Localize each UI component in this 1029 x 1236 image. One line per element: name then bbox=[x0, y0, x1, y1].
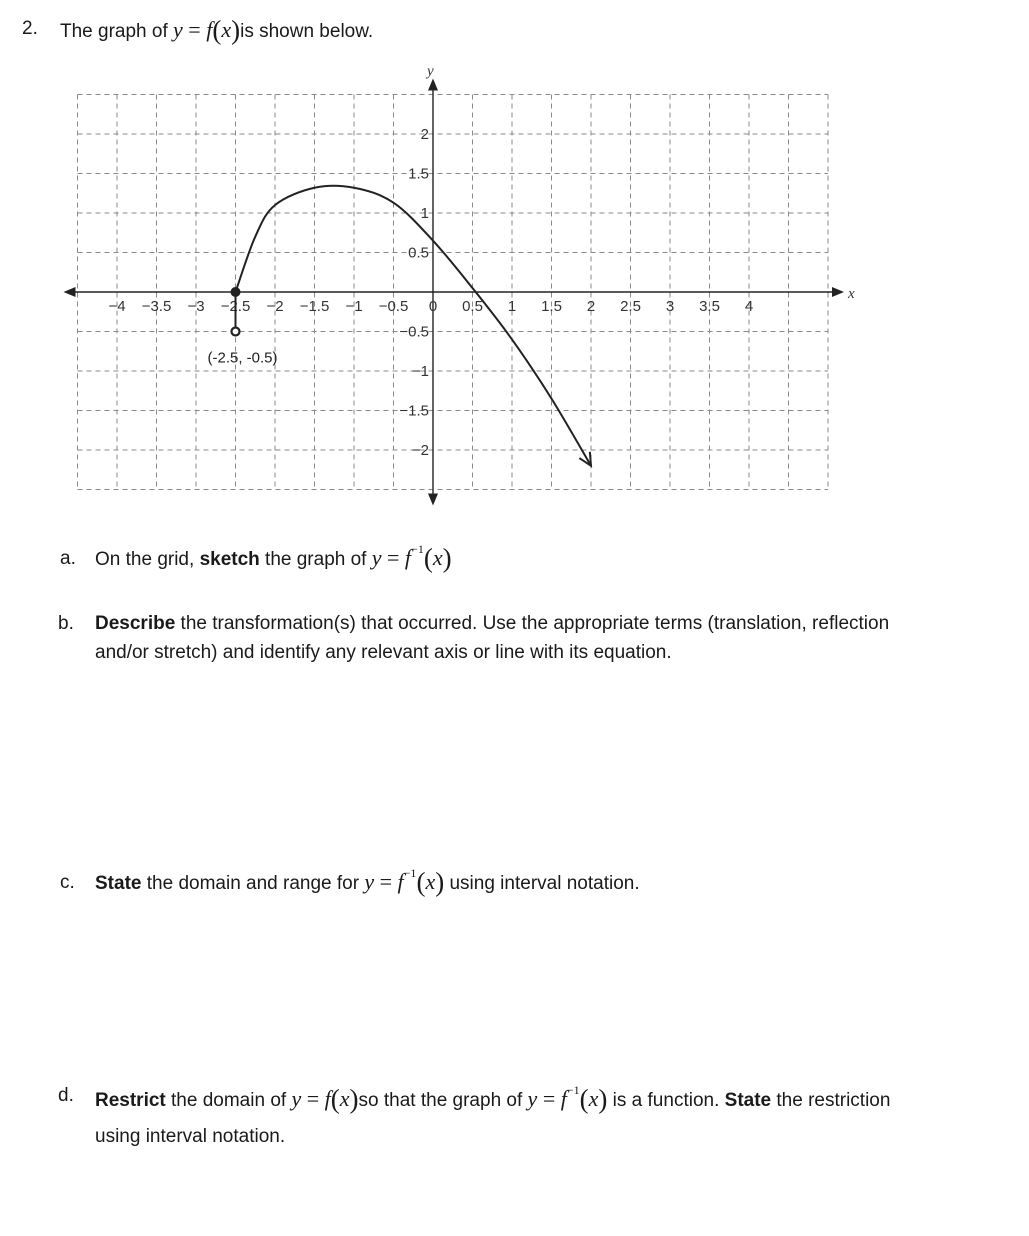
x-tick-label: 0 bbox=[428, 298, 438, 315]
part-a-label: a. bbox=[60, 548, 76, 569]
x-tick-label: −1.5 bbox=[299, 298, 330, 315]
x-tick-label: −1 bbox=[345, 298, 363, 315]
y-tick-label: 0.5 bbox=[408, 244, 429, 262]
part-c-equation: $y = f^{-1}(x)$ bbox=[364, 866, 445, 897]
x-tick-label: 0.5 bbox=[462, 298, 483, 315]
y-tick-label: −2 bbox=[411, 442, 429, 459]
x-tick-label: −2.5 bbox=[220, 298, 251, 315]
x-tick-label: −4 bbox=[108, 298, 126, 315]
part-c-label: c. bbox=[60, 872, 75, 893]
open-point bbox=[232, 328, 240, 336]
y-axis-up-arrow bbox=[428, 79, 438, 91]
part-d-text: Restrict the domain of y = f(x)so that the graph of $y = f^{-1}(x)$ is a function. State the restriction using interval notation. bbox=[95, 1083, 891, 1147]
part-b-text: Describe the transformation(s) that occurred. Use the appropriate terms (translation, reflection and/or stretch) and identify any relevant axis or line with its equation. bbox=[95, 613, 890, 663]
x-tick-label: −3.5 bbox=[141, 298, 172, 315]
y-tick-label: 2 bbox=[420, 126, 429, 143]
intro-text-after: is shown below. bbox=[240, 21, 374, 42]
x-tick-label: 3 bbox=[665, 298, 675, 315]
y-tick-label: 1.5 bbox=[408, 165, 429, 183]
y-tick-label: 1 bbox=[420, 205, 429, 222]
intro-text-before: The graph of bbox=[60, 21, 168, 42]
part-c-text: State the domain and range for $y = f^{-1}(x)$ using interval notation. bbox=[95, 866, 640, 897]
question-number: 2. bbox=[22, 18, 38, 39]
x-tick-label: 1 bbox=[507, 298, 517, 315]
x-axis-left-arrow bbox=[64, 287, 76, 297]
open-point-annotation: (-2.5, -0.5) bbox=[207, 349, 278, 367]
part-d-equation-1: y = f(x) bbox=[291, 1084, 359, 1114]
x-axis-right-arrow bbox=[832, 287, 844, 297]
x-tick-label: 1.5 bbox=[541, 298, 562, 315]
y-tick-label: −1 bbox=[411, 363, 429, 380]
x-tick-label: 4 bbox=[744, 298, 754, 315]
intro-equation: y = f(x) bbox=[173, 15, 241, 45]
function-graph[interactable] bbox=[0, 0, 1029, 520]
x-tick-labels bbox=[108, 298, 753, 315]
x-axis-label: x bbox=[848, 286, 855, 302]
part-d-equation-2: $y = f^{-1}(x)$ bbox=[527, 1083, 608, 1114]
part-b-label: b. bbox=[58, 613, 74, 634]
y-tick-label: −0.5 bbox=[399, 323, 429, 341]
x-tick-label: 2 bbox=[586, 298, 596, 315]
y-axis-down-arrow bbox=[428, 494, 438, 506]
y-tick-label: −1.5 bbox=[399, 402, 429, 420]
x-tick-label: −3 bbox=[187, 298, 205, 315]
closed-point bbox=[231, 287, 241, 297]
x-tick-label: 3.5 bbox=[699, 298, 720, 315]
axes bbox=[64, 64, 856, 506]
x-tick-label: −2 bbox=[266, 298, 284, 315]
part-a-equation: $y = f^{-1}(x)$ bbox=[371, 542, 452, 573]
y-axis-label: y bbox=[427, 63, 434, 80]
x-tick-label: −0.5 bbox=[378, 298, 409, 315]
part-d-label: d. bbox=[58, 1085, 74, 1106]
part-a-text: On the grid, sketch the graph of $y = f^{-1}(x)$ bbox=[95, 542, 452, 573]
x-tick-label: 2.5 bbox=[620, 298, 641, 315]
